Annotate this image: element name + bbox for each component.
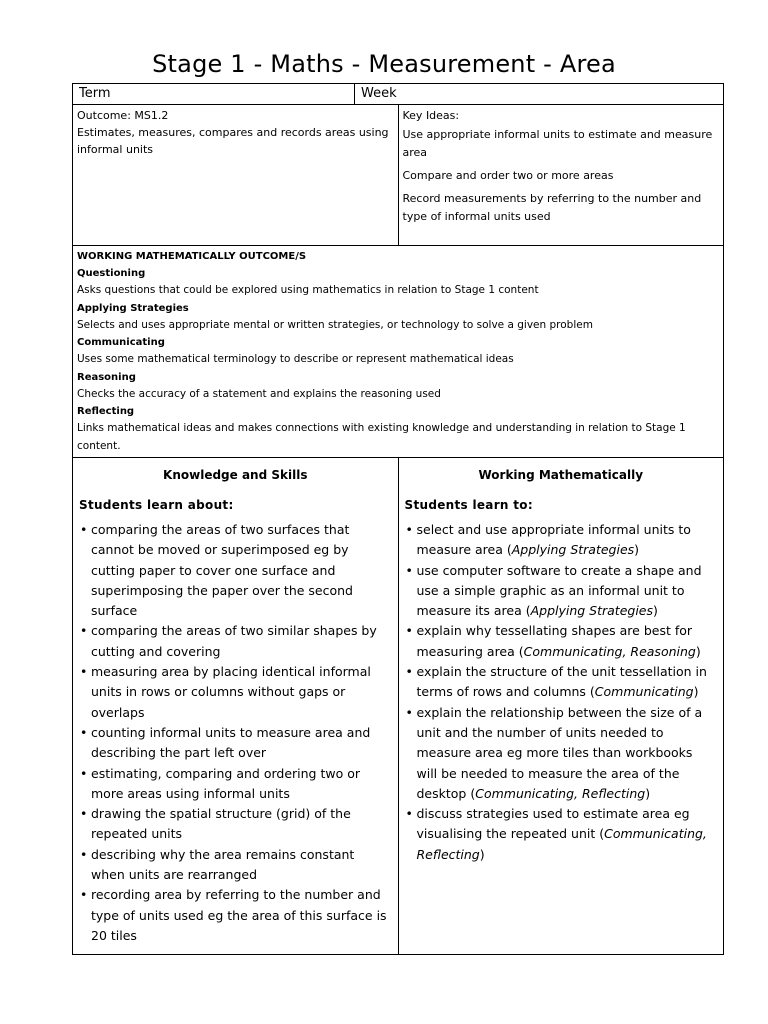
list-item: • recording area by referring to the number and type of units used eg the area of this surface is 20 tiles [79,885,392,946]
item-close: ) [695,643,701,659]
wm-section-text: Checks the accuracy of a statement and explains the reasoning used [77,387,441,400]
item-strategy: Communicating, Reflecting [475,785,646,801]
wm-section-name: Applying Strategies [77,302,189,314]
wm-section-text: Links mathematical ideas and makes connections with existing knowledge and understanding in relation to Stage 1 content. [77,422,686,452]
learn-to-label: Students learn to: [404,498,533,512]
key-idea: Record measurements by referring to the number and type of informal units used [402,192,702,223]
wm-heading: WORKING MATHEMATICALLY OUTCOME/S [77,251,307,262]
wm-section-text: Selects and uses appropriate mental or written strategies, or technology to solve a given problem [77,318,593,331]
item-text: explain the relationship between the size of a unit and the number of units needed to measure area eg more tiles than workbooks will be needed to measure the area of the desktop ( [416,704,703,801]
working-heading: Working Mathematically [478,468,644,482]
item-close: ) [479,846,485,862]
knowledge-heading: Knowledge and Skills [163,468,308,482]
item-text: select and use appropriate informal units to measure area ( [416,522,691,558]
working-list [405,520,718,865]
wm-section-name: Reasoning [77,371,136,383]
list-item: • estimating, comparing and ordering two or more areas using informal units [79,764,392,805]
list-item: • comparing the areas of two similar shapes by cutting and covering [79,621,392,662]
list-item [405,804,718,865]
item-close: ) [653,603,658,619]
list-item [405,520,718,561]
outcome-cell [73,105,399,246]
list-item: • measuring area by placing identical informal units in rows or columns without gaps or overlaps [79,662,392,723]
wm-section-text: Uses some mathematical terminology to describe or represent mathematical ideas [77,353,514,365]
item-strategy: Communicating [594,684,694,700]
knowledge-skills-column [73,458,399,955]
list-item: • describing why the area remains constant when units are rearranged [79,845,392,886]
item-strategy: Communicating, Reflecting [416,826,707,862]
list-item [405,703,718,804]
key-ideas-label: Key Ideas: [402,109,460,122]
list-item: • drawing the spatial structure (grid) of the repeated units [79,804,392,845]
key-idea: Compare and order two or more areas [402,169,614,182]
list-item [405,561,718,622]
item-text: discuss strategies used to estimate area eg visualising the repeated unit ( [416,806,690,842]
item-strategy: Applying Strategies [511,542,635,558]
item-text: explain why tessellating shapes are best for measuring area ( [416,623,693,659]
item-close: ) [645,785,651,801]
item-close: ) [634,542,640,558]
item-strategy: Communicating, Reasoning [523,643,696,659]
working-mathematically-column [398,458,724,955]
term-label: Term [73,84,355,104]
lesson-plan-document [72,83,724,955]
outcome-code: Outcome: MS1.2 [77,109,169,122]
list-item: • counting informal units to measure area and describing the part left over [79,723,392,764]
learn-about-label: Students learn about: [79,498,234,512]
week-label: Week [361,86,397,101]
wm-section-name: Reflecting [77,406,135,417]
page-title: Stage 1 - Maths - Measurement - Area [152,50,616,78]
list-item [405,662,718,703]
knowledge-list [79,520,392,946]
key-idea: Use appropriate informal units to estimate and measure area [402,128,713,159]
wm-section-name: Communicating [77,337,165,348]
working-math-outcomes [73,246,724,458]
key-ideas-cell [398,105,724,246]
item-close: ) [693,684,699,700]
plan-table [72,83,724,955]
item-text: explain the structure of the unit tessellation in terms of rows and columns ( [416,664,707,700]
outcome-text: Estimates, measures, compares and records areas using informal units [77,126,389,156]
item-text: use computer software to create a shape and use a simple graphic as an informal unit to measure its area ( [416,562,702,619]
item-strategy: Applying Strategies [530,603,654,619]
list-item [405,621,718,662]
wm-section-name: Questioning [77,268,146,279]
wm-section-text: Asks questions that could be explored using mathematics in relation to Stage 1 content [77,284,539,296]
list-item: • comparing the areas of two surfaces that cannot be moved or superimposed eg by cutting paper to cover one surface and superimposing the paper over the second surface [79,520,392,621]
